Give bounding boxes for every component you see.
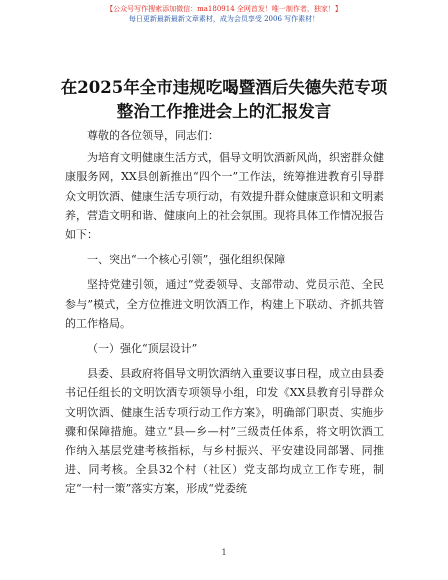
paragraph-top-level-design: 县委、县政府将倡导文明饮酒纳入重要议事日程，成立由县委书记任组长的文明饮酒专项领导小组，印发《XX县教育引导群众文明饮酒、健康生活专项行动工作方案》，明确部门职责、实施步骤和保障措施。建立“县—乡—村”三级责任体系，将文明饮酒工作纳入基层党建考核指标，与乡村振兴、平安建设同部署、同推进、同考核。全县32个村（社区）党支部均成立工作专班，制定“一村一策”落实方案，形成“党委统 [65, 367, 384, 496]
paragraph-party-building: 坚持党建引领，通过“党委领导、支部带动、党员示范、全民参与”模式，全方位推进文明饮酒工作，构建上下联动、齐抓共管的工作格局。 [65, 278, 384, 330]
salutation: 尊敬的各位领导，同志们： [87, 129, 219, 142]
document-body [65, 126, 384, 499]
banner-line-2: 每日更新最新最新文章素材，成为会员享受 2006 写作素材！ [128, 15, 320, 23]
paragraph-intro: 为培育文明健康生活方式，倡导文明饮酒新风尚，织密群众健康服务网，XX县创新推出“四个一”工作法，统筹推进教育引导群众文明饮酒、健康生活专项行动，有效提升群众健康意识和文明素养，营造文明和谐、健康向上的社会氛围。现将具体工作情况报告如下： [65, 151, 384, 242]
section-heading-1: 一、突出“一个核心引领”，强化组织保障 [87, 253, 286, 267]
page-number: 1 [221, 548, 227, 557]
document-title: 在2025年全市违规吃喝暨酒后失德失范专项整治工作推进会上的汇报发言 [60, 78, 388, 121]
header-banner [0, 4, 448, 24]
subsection-heading-1: （一）强化“顶层设计” [87, 342, 198, 356]
banner-line-1: 【公众号写作搜索添加微信：ma180914 全网首发！唯一制作者，独家！】 [106, 5, 342, 13]
